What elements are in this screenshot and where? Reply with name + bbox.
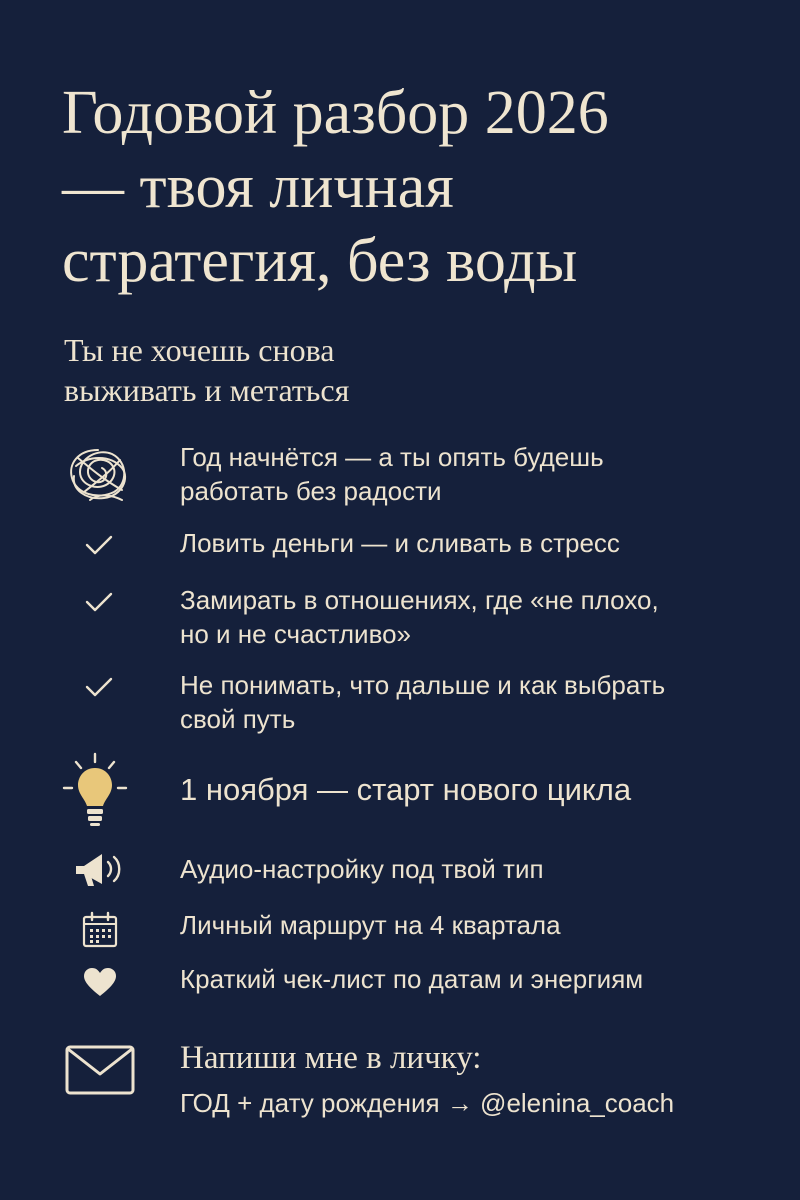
pain-point-2-line-1: Ловить деньги — и сливать в стресс: [180, 528, 620, 558]
subheadline-line-1: Ты не хочешь снова: [64, 332, 335, 368]
megaphone-icon: [72, 848, 130, 890]
launch-date: [180, 770, 780, 810]
checkmark-icon: [84, 675, 114, 699]
pain-point-4-line-2: свой путь: [180, 704, 296, 734]
pain-point-4-line-1: Не понимать, что дальше и как выбрать: [180, 670, 666, 700]
offer-item-1-text: Аудио-настройку под твой тип: [180, 854, 544, 884]
launch-date-text: 1 ноября — старт нового цикла: [180, 772, 632, 807]
offer-item-2: [180, 908, 780, 942]
pain-point-1-line-1: Год начнётся — а ты опять будешь: [180, 442, 604, 472]
pain-point-4: [180, 668, 780, 736]
pain-point-1-line-2: работать без радости: [180, 476, 442, 506]
cta-instruction: ГОД + дату рождения → @elenina_coach: [180, 1088, 675, 1118]
offer-item-3: [180, 962, 780, 996]
offer-item-2-text: Личный маршрут на 4 квартала: [180, 910, 561, 940]
offer-item-1: [180, 852, 780, 886]
lightbulb-icon: [58, 750, 132, 830]
subheadline: [64, 330, 664, 410]
calendar-icon: [80, 910, 120, 950]
pain-point-3-line-2: но и не счастливо»: [180, 619, 412, 649]
envelope-icon: [64, 1044, 136, 1096]
scribble-icon: [64, 444, 132, 504]
pain-point-1: [180, 440, 780, 508]
pain-point-3-line-1: Замирать в отношениях, где «не плохо,: [180, 585, 659, 615]
checkmark-icon: [84, 590, 114, 614]
checkmark-icon: [84, 533, 114, 557]
pain-point-3: [180, 583, 780, 651]
headline-line-1: Годовой разбор 2026: [62, 79, 609, 147]
headline-line-3: стратегия, без воды: [62, 227, 578, 295]
subheadline-line-2: выживать и метаться: [64, 372, 350, 408]
heart-icon: [82, 966, 118, 998]
headline-line-2: — твоя личная: [62, 153, 454, 221]
offer-item-3-text: Краткий чек-лист по датам и энергиям: [180, 964, 644, 994]
headline: [62, 76, 762, 298]
cta-title: Напиши мне в личку:: [180, 1040, 482, 1076]
pain-point-2: [180, 526, 780, 560]
